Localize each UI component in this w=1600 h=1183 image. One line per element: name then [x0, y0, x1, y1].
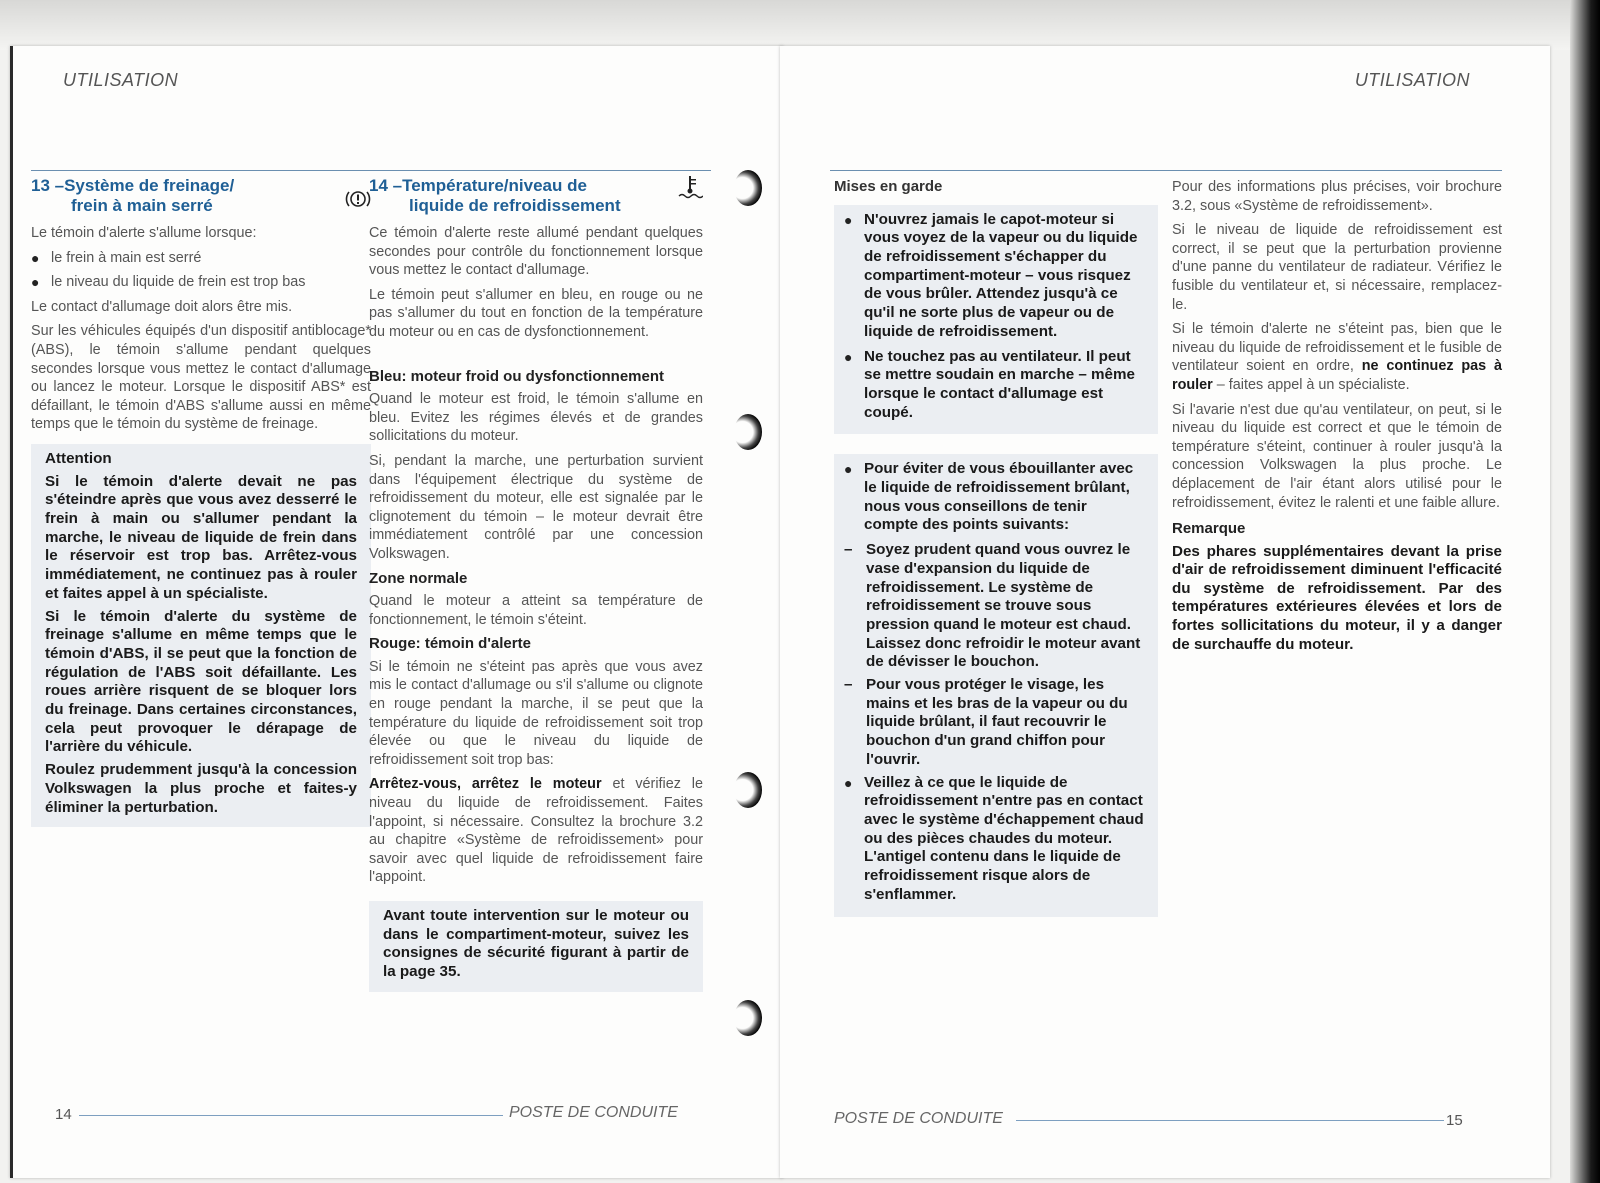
section-13-heading-line1: 13 –Système de freinage/ [31, 176, 235, 195]
dash-icon: – [844, 541, 853, 559]
left-header-rule [31, 170, 711, 171]
list-item [844, 460, 1144, 535]
section-13-heading [31, 176, 371, 216]
section-13-p2: Sur les véhicules équipés d'un dispositif antiblocage* (ABS), le témoin s'allume pendant quelques secondes lorsque vous mettez le contact d'allumage ou lancez le moteur. Lorsque le dispositif ABS* est défaillant, le témoin d'ABS s'allume aussi en même temps que le témoin du système de freinage. [31, 323, 371, 433]
scan-edge-shadow [1570, 0, 1600, 1183]
bullet-text: le niveau du liquide de frein est trop bas [51, 274, 306, 291]
attention-title: Attention [45, 449, 112, 467]
warning-text: N'ouvrez jamais le capot-moteur si vous voyez de la vapeur ou du liquide de refroidissement s'échapper du compartiment-moteur – vous risquez de vous brûler. Attendez jusqu'à ce qu'il ne sorte plus de vapeur ou de liquide de refroidissement. [864, 210, 1138, 340]
footer-rule-left [79, 1115, 503, 1116]
subhead-zone-normale: Zone normale [369, 569, 468, 587]
right-p2: Si le niveau de liquide de refroidissement est correct, il se peut que la perturbation provienne d'une panne du ventilateur de radiateur. Vérifiez le fusible du ventilateur et, si nécessaire, remplacez-le. [1172, 222, 1502, 313]
warnings-title: Mises en garde [834, 178, 943, 195]
warnings-box-2 [834, 454, 1158, 916]
right-column-1 [834, 178, 1158, 917]
section-14-p3: Quand le moteur est froid, le témoin s'allume en bleu. Evitez les régimes élevés et de grandes sollicitations du moteur. [369, 391, 703, 445]
right-page-header: UTILISATION [1354, 70, 1470, 90]
bullet-icon: ● [844, 211, 853, 228]
left-column-2 [369, 176, 703, 992]
list-item [844, 676, 1144, 770]
right-p3-bold: ne continuez pas à rouler [1172, 358, 1503, 393]
section-14-p7 [369, 775, 703, 887]
list-item [844, 211, 1144, 342]
right-column-2 [1172, 178, 1502, 660]
safety-notice-text: Avant toute intervention sur le moteur ou dans le compartiment-moteur, suivez les consignes de sécurité figurant à partir de la page 35. [383, 907, 689, 981]
bullet-icon: ● [844, 774, 853, 791]
page-number-left: 14 [55, 1106, 72, 1123]
section-14-p7-bold: Arrêtez-vous, arrêtez le moteur [369, 776, 602, 793]
attention-p2: Si le témoin d'alerte du système de freinage s'allume en même temps que le témoin d'ABS, il se peut que la fonction de régulation de l'ABS soit défaillante. Les roues arrière risquent de se bloquer lors du freinage. Dans certaines circonstances, cela peut provoquer le dérapage de l'arrière du véhicule. [45, 607, 357, 756]
scan-background [0, 0, 1600, 50]
warning-text: Pour éviter de vous ébouillanter avec le liquide de refroidissement brûlant, nous vous conseillons de tenir compte des points suivants: [864, 460, 1134, 534]
dash-icon: – [844, 676, 853, 694]
bullet-text: le frein à main est serré [51, 249, 202, 266]
subhead-rouge: Rouge: témoin d'alerte [369, 635, 531, 653]
list-item [844, 541, 1144, 672]
bullet-icon: ● [31, 274, 40, 291]
subhead-bleu: Bleu: moteur froid ou dysfonctionnement [369, 367, 664, 385]
coolant-temperature-icon [677, 174, 703, 200]
left-page [10, 46, 783, 1178]
footer-right: POSTE DE CONDUITE [834, 1110, 1003, 1127]
bullet-icon: ● [31, 249, 40, 266]
remark-text: Des phares supplémentaires devant la prise d'air de refroidissement diminuent l'efficacité du système de refroidissement. Par des températures extérieures élevées et lors de fortes sollicitations du moteur, il y a danger de surchauffe du moteur. [1172, 542, 1502, 653]
attention-p1: Si le témoin d'alerte devait ne pas s'éteindre après que vous avez desserré le frein à main ou s'allumer pendant la marche, le niveau de liquide de frein dans le réservoir est trop bas. Arrêtez-vous immédiatement, ne continuez pas à rouler et faites appel à un spécialiste. [45, 472, 357, 602]
section-14-heading [369, 176, 703, 216]
section-14-heading-line2: liquide de refroidissement [409, 196, 621, 215]
section-14-p2: Le témoin peut s'allumer en bleu, en rouge ou ne pas s'allumer du tout en fonction de la température du moteur ou en cas de dysfonctionnement. [369, 286, 703, 340]
section-13-p1: Le contact d'allumage doit alors être mis. [31, 298, 293, 315]
bullet-icon: ● [844, 348, 853, 365]
binder-hole [734, 170, 762, 206]
right-header-rule [830, 170, 1502, 171]
right-page [780, 46, 1550, 1178]
right-p3 [1172, 320, 1502, 394]
binder-hole [734, 1000, 762, 1036]
list-item [31, 273, 371, 292]
list-item [844, 348, 1144, 423]
right-p1: Pour des informations plus précises, voir brochure 3.2, sous «Système de refroidissement». [1172, 179, 1502, 214]
page-number-right: 15 [1446, 1112, 1463, 1129]
section-14-p7-rest: et vérifiez le niveau du liquide de refroidissement. Faites l'appoint, si nécessaire. Consultez la brochure 3.2 au chapitre «Système de refroidissement» pour savoir avec quel liquide de refroidissement faire l'appoint. [369, 776, 703, 886]
binder-hole [734, 772, 762, 808]
footer-left: POSTE DE CONDUITE [509, 1104, 678, 1121]
binder-hole [734, 414, 762, 450]
warning-text: Pour vous protéger le visage, les mains et les bras de la vapeur ou du liquide brûlant, il faut recouvrir le bouchon d'un grand chiffon pour l'ouvrir. [866, 676, 1128, 768]
section-13-intro: Le témoin d'alerte s'allume lorsque: [31, 225, 257, 241]
bullet-icon: ● [844, 461, 853, 478]
section-14-p6: Si le témoin ne s'éteint pas après que vous avez mis le contact d'allumage ou s'il s'allume ou clignote en rouge pendant la marche, il se peut que la température du liquide de refroidissement soit trop élevée ou que le niveau du liquide de refroidissement soit trop bas: [369, 658, 703, 768]
list-item [31, 249, 371, 268]
attention-box [31, 444, 371, 827]
remark-title: Remarque [1172, 520, 1246, 538]
safety-notice-box [369, 901, 703, 992]
warning-text: Veillez à ce que le liquide de refroidissement n'entre pas en contact avec le système d'échappement chaud ou des pièces chaudes du moteur. L'antigel contenu dans le liquide de refroidissement risque alors de s'enflammer. [864, 773, 1144, 903]
section-14-heading-line1: 14 –Température/niveau de [369, 176, 587, 195]
section-14-p1: Ce témoin d'alerte reste allumé pendant quelques secondes pour contrôle du fonctionnement lorsque vous mettez le contact d'allumage. [369, 225, 703, 279]
warning-text: Ne touchez pas au ventilateur. Il peut se mettre soudain en marche – même lorsque le contact d'allumage est coupé. [864, 347, 1135, 421]
section-14-p5: Quand le moteur a atteint sa température de fonctionnement, le témoin s'éteint. [369, 593, 703, 628]
right-p3-a: Si le témoin d'alerte ne s'éteint pas, bien que le niveau du liquide de refroidissement et le fusible de ventilateur soient en ordre, [1172, 321, 1502, 375]
warnings-box-1 [834, 205, 1158, 435]
right-p4: Si l'avarie n'est due qu'au ventilateur, on peut, si le niveau du liquide est correct et que le témoin de température s'éteint, continuer à rouler jusqu'à la concession Volkswagen la plus proche. Le déplacement de l'air étant alors utilisé pour le refroidissement, évitez le ralenti et une faible allure. [1172, 401, 1502, 511]
warning-text: Soyez prudent quand vous ouvrez le vase d'expansion du liquide de refroidissement. Le système de refroidissement se trouve sous pression quand le moteur est chaud. Laissez donc refroidir le moteur avant de dévisser le bouchon. [866, 541, 1141, 671]
left-column-1 [31, 176, 371, 827]
section-14-p4: Si, pendant la marche, une perturbation survient dans l'équipement électrique du système de refroidissement du moteur, elle est signalée par le clignotement du témoin – le moteur devrait être immédiatement contrôlé par une concession Volkswagen. [369, 452, 703, 562]
right-p3-b: – faites appel à un spécialiste. [1212, 376, 1410, 393]
left-page-header: UTILISATION [63, 70, 179, 90]
footer-rule-right [1016, 1120, 1444, 1121]
list-item [844, 774, 1144, 905]
attention-p3: Roulez prudemment jusqu'à la concession Volkswagen la plus proche et faites-y éliminer la perturbation. [45, 761, 357, 816]
section-13-heading-line2: frein à main serré [71, 196, 213, 215]
brake-warning-icon [345, 188, 371, 210]
